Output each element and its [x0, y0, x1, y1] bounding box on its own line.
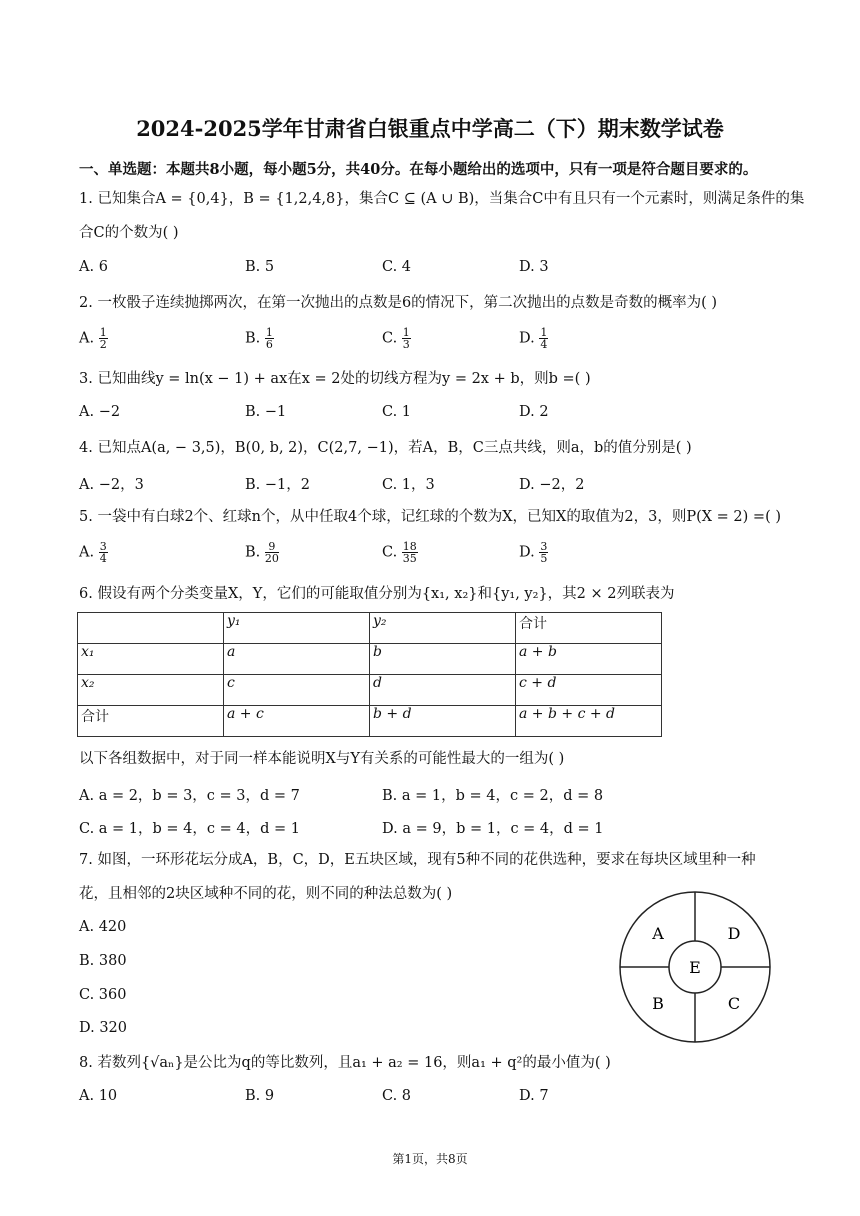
q7-option-a: A. 420 — [79, 919, 127, 935]
q5-option-d: D. $\frac{3}{5}$ — [519, 540, 548, 565]
question-2-text: 2. 一枚骰子连续抛掷两次，在第一次抛出的点数是6的情况下，第二次抛出的点数是奇数的概率为( ) — [79, 295, 718, 311]
question-1-text: 1. 已知集合A = {0,4}，B = {1,2,4,8}，集合C ⊆ (A ∪ B)，当集合C中有且只有一个元素时，则满足条件的集 — [79, 191, 805, 207]
q6-option-c: C. a = 1，b = 4，c = 4，d = 1 — [79, 821, 300, 837]
q7-option-b: B. 380 — [79, 953, 127, 969]
table-cell: x₂ — [78, 675, 224, 706]
region-label-b: B — [652, 994, 664, 1013]
table-cell: b + d — [370, 706, 516, 737]
question-6-prompt: 以下各组数据中，对于同一样本能说明X与Y有关系的可能性最大的一组为( ) — [79, 751, 565, 767]
page-title: 2024-2025学年甘肃省白银重点中学高二（下）期末数学试卷 — [136, 116, 724, 141]
q5-option-c: C. $\frac{18}{35}$ — [382, 540, 417, 565]
q2-option-c: C. $\frac{1}{3}$ — [382, 326, 410, 351]
table-row — [78, 613, 662, 644]
q8-option-a: A. 10 — [79, 1088, 118, 1104]
q6-option-a: A. a = 2，b = 3，c = 3，d = 7 — [79, 788, 300, 804]
q2-option-b: B. $\frac{1}{6}$ — [245, 326, 273, 351]
question-7-text: 7. 如图，一环形花坛分成A，B，C，D，E五块区域，现有5种不同的花供选种，要求在每块区域里种一种 — [79, 852, 756, 868]
q1-option-b: B. 5 — [245, 259, 275, 275]
q8-option-d: D. 7 — [519, 1088, 549, 1104]
question-6-text: 6. 假设有两个分类变量X，Y，它们的可能取值分别为{x₁, x₂}和{y₁, y₂}，其2 × 2列联表为 — [79, 586, 675, 602]
q2-option-d: D. $\frac{1}{4}$ — [519, 326, 548, 351]
table-row — [78, 706, 662, 737]
q1-option-a: A. 6 — [79, 259, 108, 275]
region-label-d: D — [727, 924, 741, 943]
q7-option-c: C. 360 — [79, 987, 127, 1003]
q4-option-a: A. −2，3 — [79, 477, 144, 493]
page-footer: 第1页，共8页 — [392, 1152, 468, 1166]
q1-option-d: D. 3 — [519, 259, 549, 275]
q3-option-a: A. −2 — [79, 404, 121, 420]
table-cell: d — [370, 675, 516, 706]
q5-option-b: B. $\frac{9}{20}$ — [245, 540, 279, 565]
region-label-c: C — [727, 994, 741, 1013]
q4-option-d: D. −2，2 — [519, 477, 585, 493]
q6-option-b: B. a = 1，b = 4，c = 2，d = 8 — [382, 788, 604, 804]
table-row — [78, 675, 662, 706]
table-cell: a + b — [516, 644, 662, 675]
q1-option-c: C. 4 — [382, 259, 412, 275]
question-4-text: 4. 已知点A(a, − 3,5)，B(0, b, 2)，C(2,7, −1)，若A，B，C三点共线，则a，b的值分别是( ) — [79, 440, 692, 456]
q7-option-d: D. 320 — [79, 1020, 128, 1036]
table-cell: y₂ — [370, 613, 516, 644]
table-cell: c + d — [516, 675, 662, 706]
table-cell: a + c — [224, 706, 370, 737]
flower-bed-diagram — [618, 890, 772, 1044]
contingency-table — [77, 612, 662, 737]
table-cell: 合计 — [78, 706, 224, 737]
table-cell: 合计 — [516, 613, 662, 644]
q5-option-a: A. $\frac{3}{4}$ — [79, 540, 107, 565]
table-cell: a — [224, 644, 370, 675]
question-1-text-cont: 合C的个数为( ) — [79, 225, 179, 241]
q8-option-b: B. 9 — [245, 1088, 275, 1104]
table-cell: a + b + c + d — [516, 706, 662, 737]
q3-option-c: C. 1 — [382, 404, 412, 420]
q2-option-a: A. $\frac{1}{2}$ — [79, 326, 107, 351]
table-cell: y₁ — [224, 613, 370, 644]
q4-option-c: C. 1，3 — [382, 477, 435, 493]
question-8-text: 8. 若数列{√aₙ}是公比为q的等比数列，且a₁ + a₂ = 16，则a₁ + q²的最小值为( ) — [79, 1055, 611, 1071]
q6-option-d: D. a = 9，b = 1，c = 4，d = 1 — [382, 821, 604, 837]
section-heading: 一、单选题：本题共8小题，每小题5分，共40分。在每小题给出的选项中，只有一项是符合题目要求的。 — [79, 161, 758, 178]
table-cell: b — [370, 644, 516, 675]
table-cell: x₁ — [78, 644, 224, 675]
table-cell — [78, 613, 224, 644]
question-3-text: 3. 已知曲线y = ln(x − 1) + ax在x = 2处的切线方程为y = 2x + b，则b =( ) — [79, 371, 591, 387]
question-5-text: 5. 一袋中有白球2个、红球n个，从中任取4个球，记红球的个数为X，已知X的取值为2，3，则P(X = 2) =( ) — [79, 509, 781, 525]
question-7-text-cont: 花，且相邻的2块区域种不同的花，则不同的种法总数为( ) — [79, 886, 453, 902]
region-label-a: A — [652, 924, 664, 943]
q8-option-c: C. 8 — [382, 1088, 412, 1104]
region-label-e: E — [689, 958, 701, 977]
q4-option-b: B. −1，2 — [245, 477, 310, 493]
table-row — [78, 644, 662, 675]
table-cell: c — [224, 675, 370, 706]
q3-option-b: B. −1 — [245, 404, 287, 420]
q3-option-d: D. 2 — [519, 404, 549, 420]
